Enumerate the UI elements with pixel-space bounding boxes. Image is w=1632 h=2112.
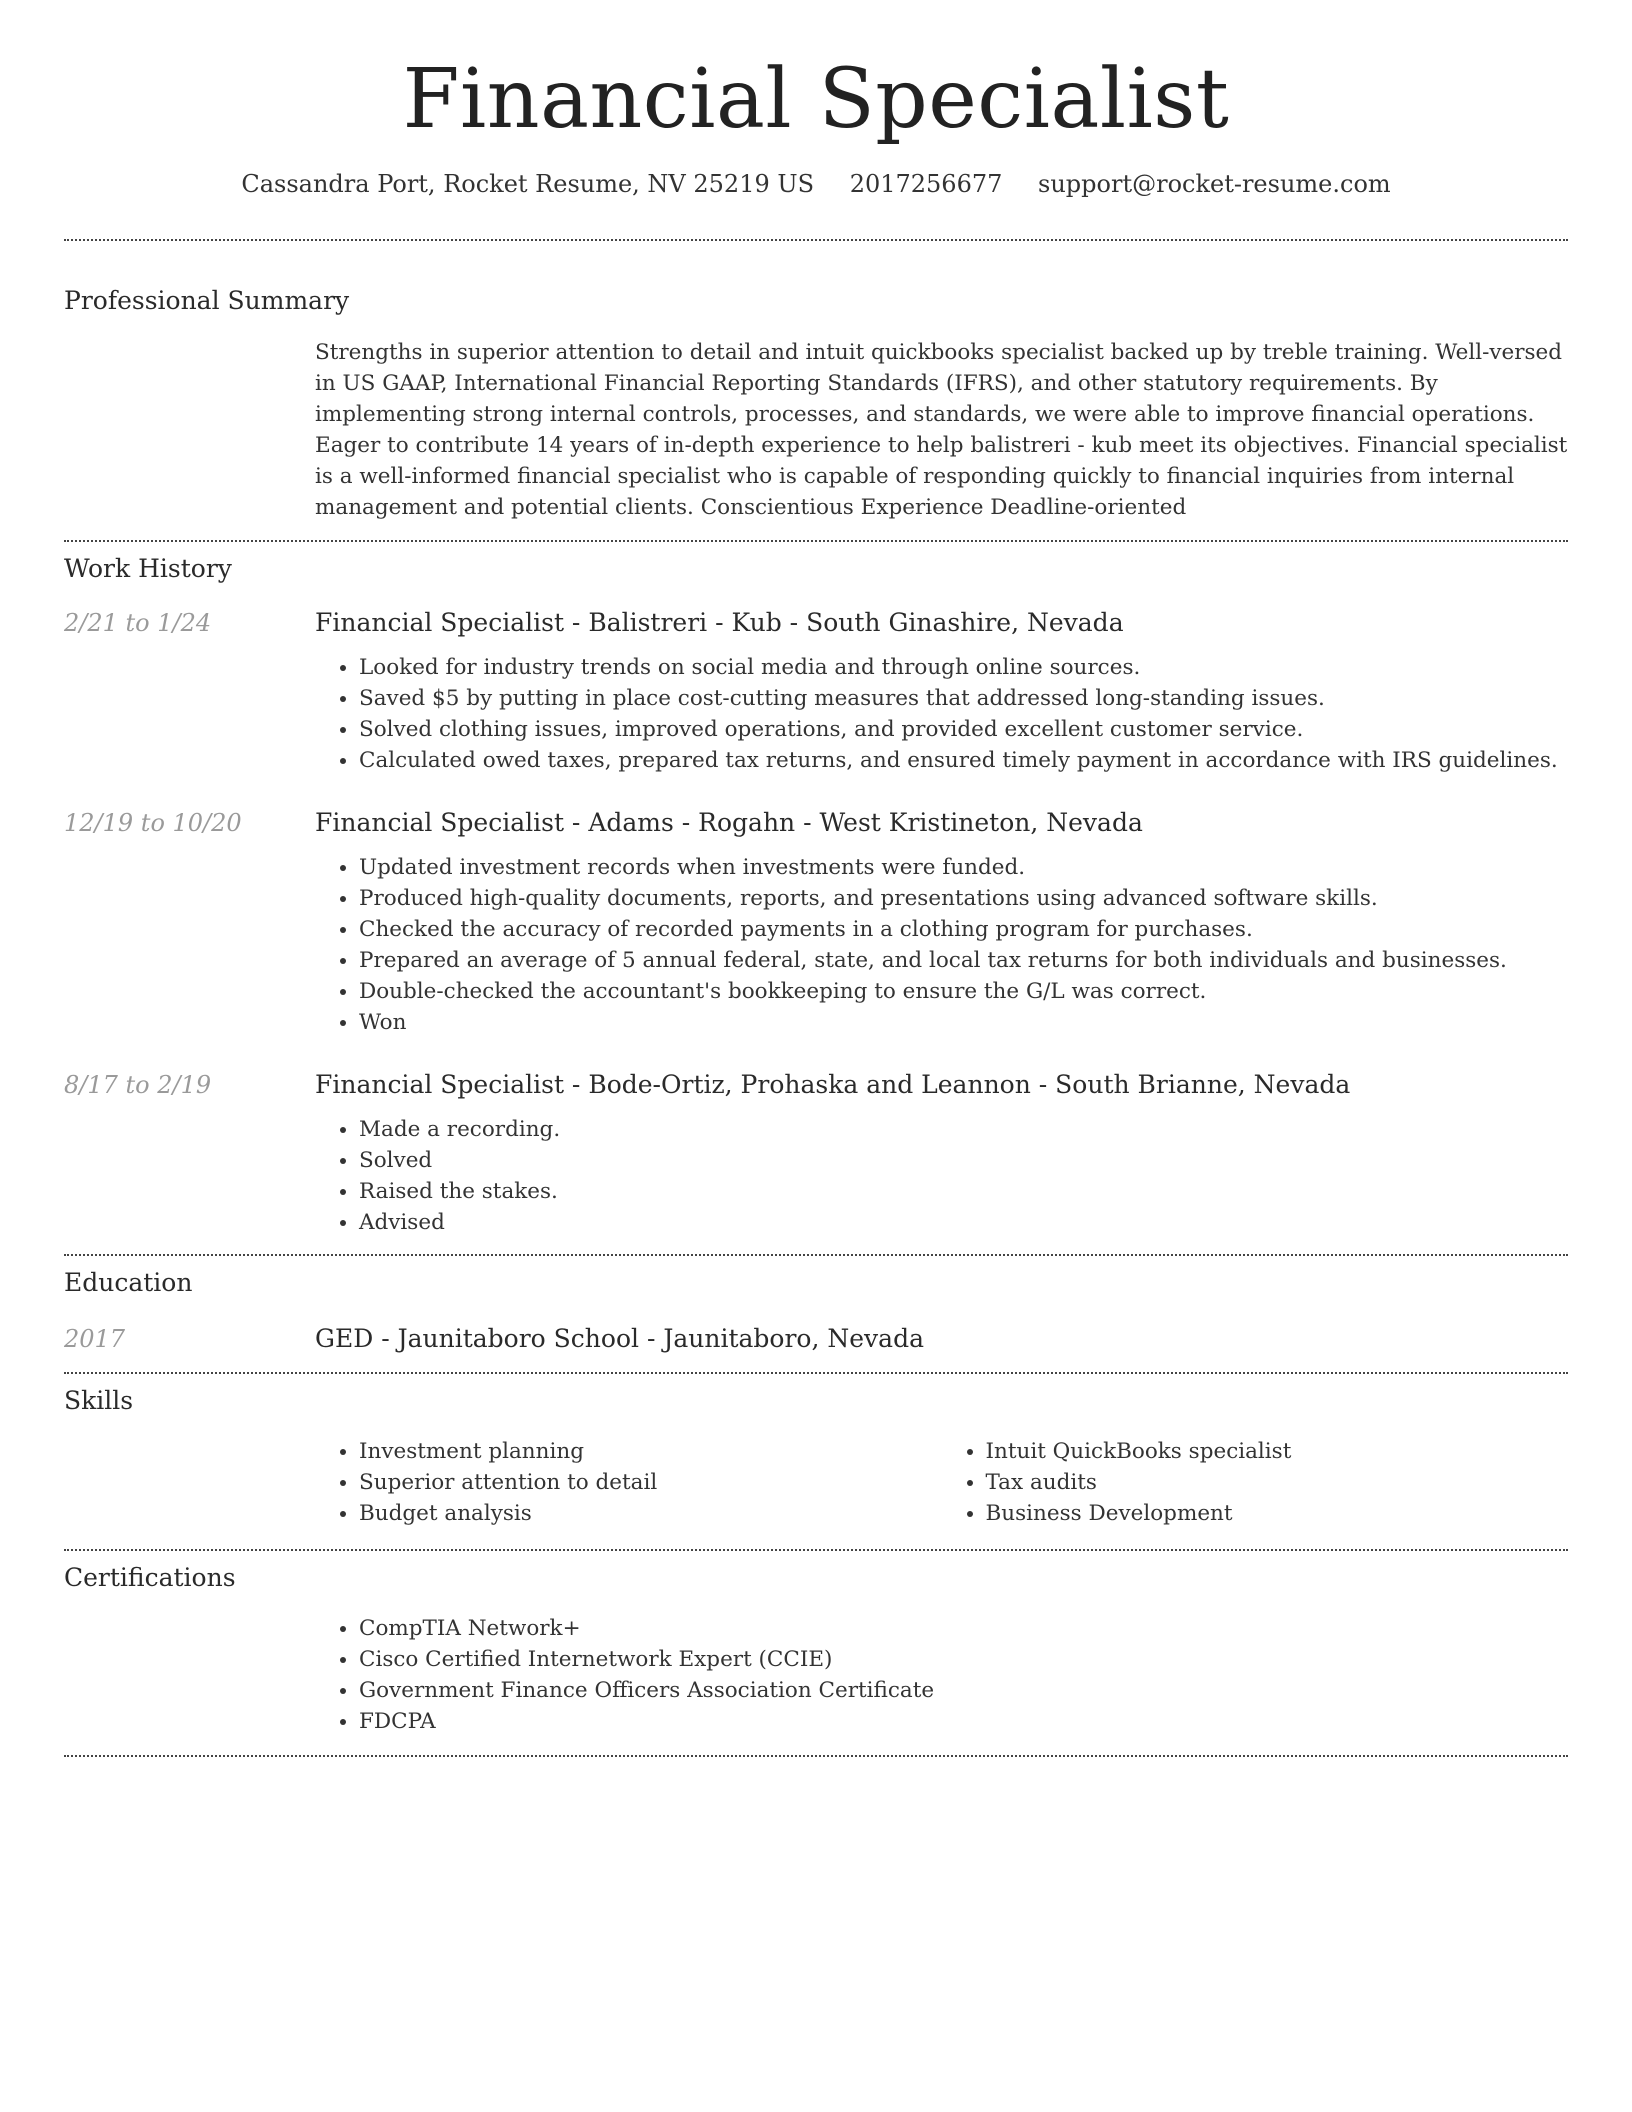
contact-phone: 2017256677 bbox=[849, 170, 1003, 198]
contact-email: support@rocket-resume.com bbox=[1038, 170, 1391, 198]
certifications-list bbox=[315, 1613, 1568, 1737]
list-item: • Looked for industry trends on social media and through online sources. bbox=[359, 652, 1568, 683]
list-item: • Produced high-quality documents, reports, and presentations using advanced software skills. bbox=[359, 883, 1568, 914]
list-item: • Prepared an average of 5 annual federal, state, and local tax returns for both individuals and businesses. bbox=[359, 945, 1568, 976]
summary-heading: Professional Summary bbox=[64, 286, 350, 315]
list-item: • Double-checked the accountant's bookkeeping to ensure the G/L was correct. bbox=[359, 976, 1568, 1007]
job-entry bbox=[64, 1068, 1568, 1238]
list-item: • Advised bbox=[359, 1207, 1568, 1238]
skills-heading: Skills bbox=[64, 1386, 134, 1415]
list-item: • Government Finance Officers Association Certificate bbox=[359, 1675, 1568, 1706]
education-section bbox=[64, 1266, 1568, 1356]
list-item: • Won bbox=[359, 1007, 1568, 1038]
list-item: • Saved $5 by putting in place cost-cutting measures that addressed long-standing issues. bbox=[359, 683, 1568, 714]
certifications-heading: Certifications bbox=[64, 1563, 236, 1592]
list-item: • Calculated owed taxes, prepared tax returns, and ensured timely payment in accordance with IRS guidelines. bbox=[359, 745, 1568, 776]
summary-section bbox=[64, 283, 1568, 523]
job-title: Financial Specialist - Bode-Ortiz, Prohaska and Leannon - South Brianne, Nevada bbox=[315, 1070, 1351, 1099]
contact-address: Cassandra Port, Rocket Resume, NV 25219 US bbox=[241, 170, 815, 198]
divider bbox=[64, 1372, 1568, 1374]
job-title: Financial Specialist - Balistreri - Kub - South Ginashire, Nevada bbox=[315, 608, 1124, 637]
list-item: • FDCPA bbox=[359, 1706, 1568, 1737]
job-bullets bbox=[315, 1114, 1568, 1238]
skills-list-right bbox=[942, 1436, 1569, 1529]
list-item: • Updated investment records when investments were funded. bbox=[359, 852, 1568, 883]
list-item: • Checked the accuracy of recorded payments in a clothing program for purchases. bbox=[359, 914, 1568, 945]
list-item: • CompTIA Network+ bbox=[359, 1613, 1568, 1644]
list-item: • Made a recording. bbox=[359, 1114, 1568, 1145]
job-dates: 8/17 to 2/19 bbox=[64, 1071, 212, 1099]
skills-section bbox=[64, 1384, 1568, 1529]
divider bbox=[64, 1254, 1568, 1256]
job-dates: 12/19 to 10/20 bbox=[64, 809, 242, 837]
list-item: • Tax audits bbox=[986, 1467, 1569, 1498]
education-year: 2017 bbox=[64, 1325, 126, 1353]
divider bbox=[64, 1755, 1568, 1757]
job-entry bbox=[64, 806, 1568, 1038]
resume-page bbox=[64, 0, 1568, 1757]
divider bbox=[64, 540, 1568, 542]
education-entry: GED - Jaunitaboro School - Jaunitaboro, Nevada bbox=[315, 1324, 924, 1353]
list-item: • Intuit QuickBooks specialist bbox=[986, 1436, 1569, 1467]
job-bullets bbox=[315, 852, 1568, 1038]
list-item: • Raised the stakes. bbox=[359, 1176, 1568, 1207]
list-item: • Solved bbox=[359, 1145, 1568, 1176]
job-bullets bbox=[315, 652, 1568, 776]
list-item: • Cisco Certified Internetwork Expert (CCIE) bbox=[359, 1644, 1568, 1675]
list-item: • Budget analysis bbox=[359, 1498, 942, 1529]
list-item: • Superior attention to detail bbox=[359, 1467, 942, 1498]
education-heading: Education bbox=[64, 1268, 193, 1297]
resume-name: Financial Specialist bbox=[402, 52, 1230, 147]
divider bbox=[64, 1549, 1568, 1551]
work-history-heading: Work History bbox=[64, 554, 232, 583]
job-dates: 2/21 to 1/24 bbox=[64, 609, 212, 637]
certifications-section bbox=[64, 1561, 1568, 1737]
skills-list-left bbox=[315, 1436, 942, 1529]
work-history-section bbox=[64, 552, 1568, 1238]
list-item: • Investment planning bbox=[359, 1436, 942, 1467]
list-item: • Business Development bbox=[986, 1498, 1569, 1529]
contact-line bbox=[64, 166, 1568, 202]
summary-text: Strengths in superior attention to detail and intuit quickbooks specialist backed up by treble training. Well-versed in US GAAP, International Financial Reporting Standards (IFRS), and other statutory requirements. By implementing strong internal controls, processes, and standards, we were able to improve financial operations. Eager to contribute 14 years of in-depth experience to help balistreri - kub meet its objectives. Financial specialist is a well-informed financial specialist who is capable of responding quickly to financial inquiries from internal management and potential clients. Conscientious Experience Deadline-oriented bbox=[315, 340, 1568, 520]
divider bbox=[64, 239, 1568, 241]
job-entry bbox=[64, 606, 1568, 776]
list-item: • Solved clothing issues, improved operations, and provided excellent customer service. bbox=[359, 714, 1568, 745]
job-title: Financial Specialist - Adams - Rogahn - West Kristineton, Nevada bbox=[315, 808, 1143, 837]
